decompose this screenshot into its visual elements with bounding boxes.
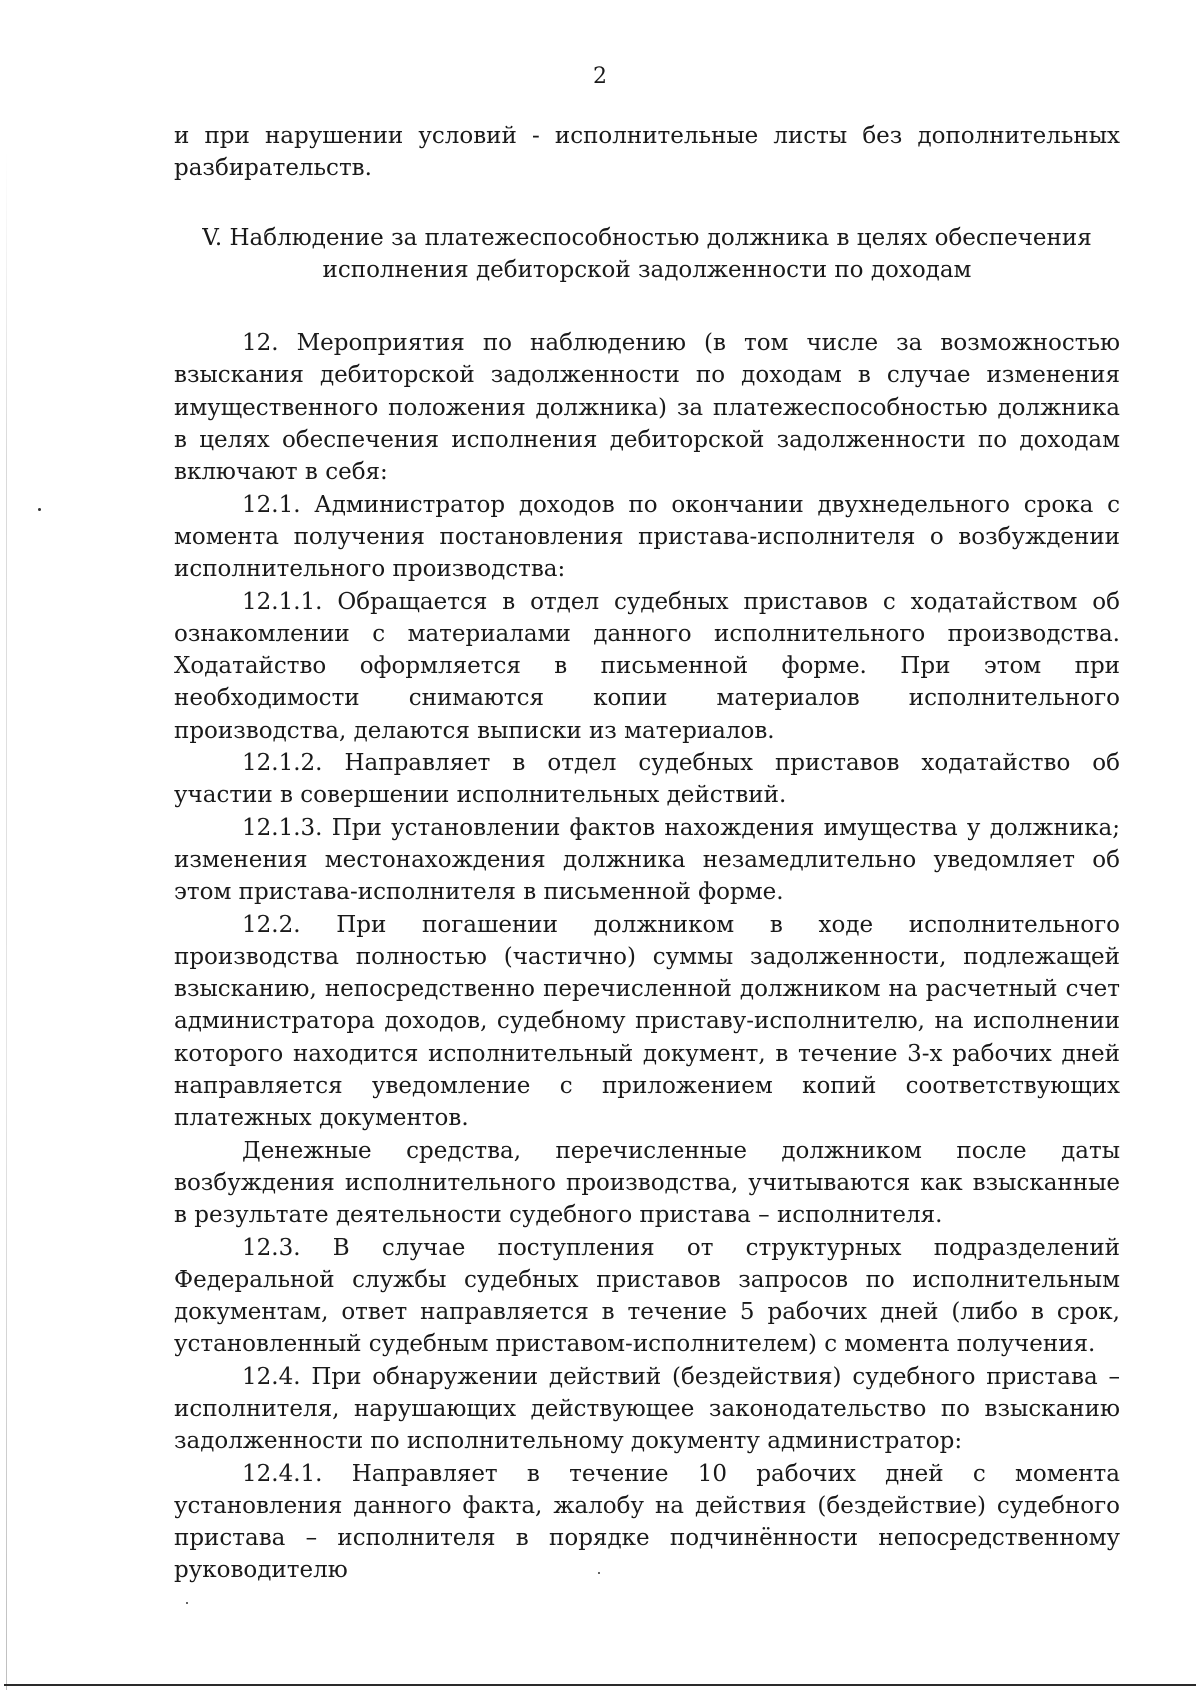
- intro-paragraph: и при нарушении условий - исполнительные листы без дополнительных разбирательств.: [174, 123, 1120, 182]
- paragraph-12-1-1: 12.1.1. Обращается в отдел судебных приставов с ходатайством об ознакомлении с материалами данного исполнительного производства. Ходатайство оформляется в письменной форме. При этом при необходимости снимаются копии материалов исполнительного производства, делаются выписки из материалов.: [174, 588, 1120, 744]
- paragraph-12-2: 12.2. При погашении должником в ходе исполнительного производства полностью (частично) суммы задолженности, подлежащей взысканию, непосредственно перечисленной должником на расчетный счет администратора доходов, судебному приставу-исполнителю, на исполнении которого находится исполнительный документ, в течение 3-х рабочих дней направляется уведомление с приложением копий соответствующих платежных документов.: [174, 911, 1120, 1132]
- scan-bottom-edge: [4, 1684, 1196, 1686]
- paragraph-12-4: 12.4. При обнаружении действий (бездействия) судебного пристава – исполнителя, нарушающих действующее законодательство по взысканию задолженности по исполнительному документу администратор:: [174, 1363, 1120, 1455]
- section-title-line-2: исполнения дебиторской задолженности по доходам: [322, 256, 972, 283]
- paragraph-12-1: 12.1. Администратор доходов по окончании двухнедельного срока с момента получения постановления пристава-исполнителя о возбуждении исполнительного производства:: [174, 491, 1120, 583]
- paragraph-12: 12. Мероприятия по наблюдению (в том числе за возможностью взыскания дебиторской задолженности по доходам в случае изменения имущественного положения должника) за платежеспособностью должника в целях обеспечения исполнения дебиторской задолженности по доходам включают в себя:: [174, 330, 1120, 486]
- page-number: 2: [593, 64, 607, 89]
- scan-left-edge: [6, 150, 7, 1690]
- section-title-line-1: V. Наблюдение за платежеспособностью должника в целях обеспечения: [202, 224, 1092, 251]
- paragraph-12-1-3: 12.1.3. При установлении фактов нахождения имущества у должника; изменения местонахождения должника незамедлительно уведомляет об этом пристава-исполнителя в письменной форме.: [174, 814, 1120, 906]
- paragraph-funds: Денежные средства, перечисленные должником после даты возбуждения исполнительного производства, учитываются как взысканные в результате деятельности судебного пристава – исполнителя.: [174, 1137, 1120, 1229]
- document-body: [174, 120, 1120, 1587]
- scan-speck: [186, 1602, 188, 1604]
- paragraph-12-1-2: 12.1.2. Направляет в отдел судебных приставов ходатайство об участии в совершении исполнительных действий.: [174, 750, 1120, 809]
- paragraph-12-3: 12.3. В случае поступления от структурных подразделений Федеральной службы судебных приставов запросов по исполнительным документам, ответ направляется в течение 5 рабочих дней (либо в срок, установленный судебным приставом-исполнителем) с момента получения.: [174, 1234, 1120, 1358]
- paragraph-12-4-1: 12.4.1. Направляет в течение 10 рабочих дней с момента установления данного факта, жалобу на действия (бездействие) судебного пристава – исполнителя в порядке подчинённости непосредственному руководителю: [174, 1460, 1120, 1584]
- scan-speck: [38, 508, 41, 511]
